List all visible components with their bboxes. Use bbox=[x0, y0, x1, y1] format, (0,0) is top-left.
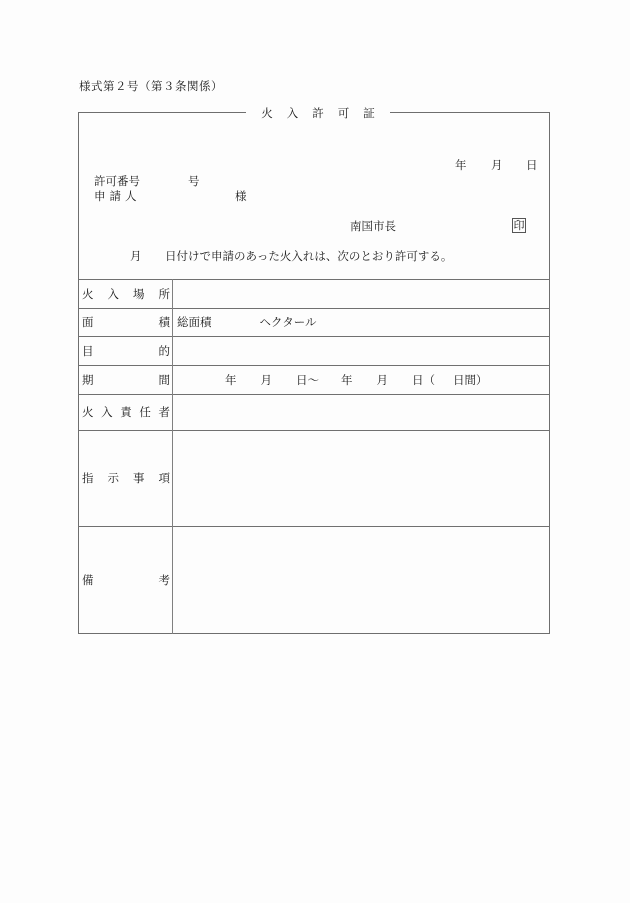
applicant-label: 申請人 bbox=[94, 189, 141, 203]
area-prefix: 総面積 bbox=[177, 315, 212, 329]
period-start-day: 日～ bbox=[296, 372, 319, 387]
row-label-instructions: 指 示 事 項 bbox=[82, 471, 170, 485]
period-start-month: 月 bbox=[260, 372, 272, 387]
form-number-label: 様式第２号（第３条関係） bbox=[79, 79, 223, 93]
row-label-responsible-person: 火 入 責 任 者 bbox=[82, 405, 170, 419]
row-label-fire-location: 火 入 場 所 bbox=[82, 286, 170, 301]
row-label-area: 面 積 bbox=[82, 315, 170, 329]
permit-number-suffix: 号 bbox=[188, 174, 200, 188]
statement-text: 日付けで申請のあった火入れは、次のとおり許可する。 bbox=[165, 249, 453, 263]
row-label-purpose: 目 的 bbox=[82, 343, 170, 358]
date-day: 日 bbox=[526, 158, 538, 172]
row-label-remarks: 備 考 bbox=[82, 573, 170, 587]
permit-number-label: 許可番号 bbox=[94, 174, 140, 188]
seal-mark: 印 bbox=[513, 219, 525, 232]
period-end-month: 月 bbox=[376, 372, 388, 387]
column-divider bbox=[172, 279, 173, 634]
period-days: 日間） bbox=[453, 372, 488, 387]
area-field[interactable] bbox=[177, 308, 317, 336]
period-end-year: 年 bbox=[341, 372, 353, 387]
date-month: 月 bbox=[491, 158, 503, 172]
period-field[interactable] bbox=[177, 365, 488, 394]
applicant-suffix: 様 bbox=[235, 189, 247, 203]
period-start-year: 年 bbox=[225, 372, 237, 387]
document-title: 火入許可証 bbox=[246, 105, 390, 121]
period-end-day: 日（ bbox=[412, 372, 435, 387]
statement-month: 月 bbox=[130, 249, 142, 263]
date-year: 年 bbox=[455, 158, 467, 172]
row-label-period: 期 間 bbox=[82, 372, 170, 387]
issuer-name: 南国市長 bbox=[350, 219, 396, 233]
area-unit: ヘクタール bbox=[259, 315, 317, 329]
